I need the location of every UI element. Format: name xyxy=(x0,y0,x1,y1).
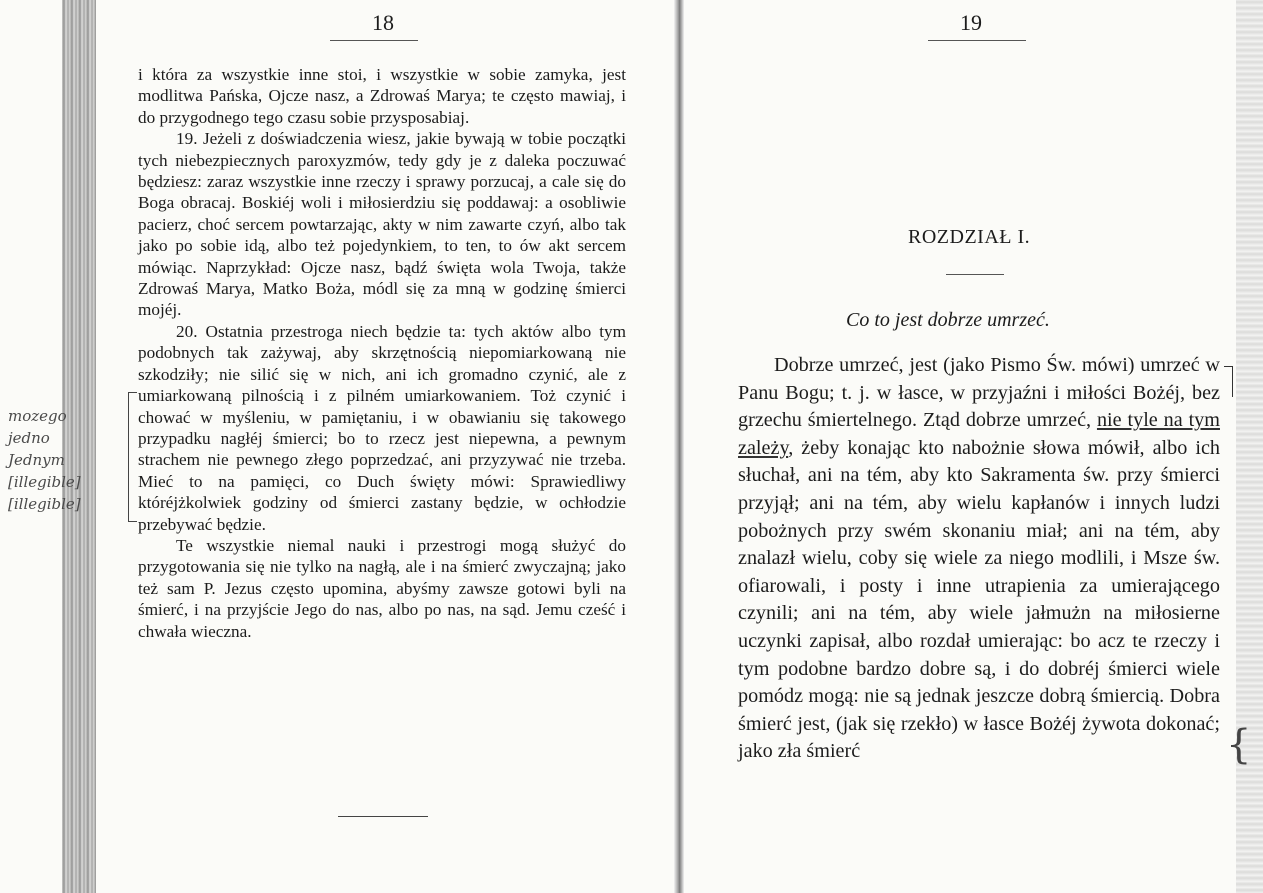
handwritten-margin-note xyxy=(8,405,126,515)
left-page-body xyxy=(138,64,626,642)
handwritten-line: mozego xyxy=(8,407,67,425)
chapter-title: ROZDZIAŁ I. xyxy=(908,226,1031,248)
center-fold xyxy=(674,0,684,893)
chapter-subtitle: Co to jest dobrze umrzeć. xyxy=(846,309,1050,331)
underlined-phrase: nie tyle na tym zależy xyxy=(738,409,1220,459)
right-paragraph xyxy=(738,352,1220,766)
chapter-divider-rule xyxy=(946,274,1004,275)
handwritten-line: Jednym xyxy=(8,451,65,469)
right-header-rule xyxy=(928,40,1026,41)
left-footer-rule xyxy=(338,816,428,817)
left-paragraph: Te wszystkie niemal nauki i przestrogi mogą służyć do przygotowania się nie tylko na nagłą, ale i na śmierć zwyczajną; jako też sam P. Jezus często upomina, abyśmy zawsze gotowi byli na śmierć, i na przyjście Jego do nas, albo po nas, na sąd. Jemu cześć i chwała wieczna. xyxy=(138,535,626,641)
left-header-rule xyxy=(330,40,418,41)
right-page-number: 19 xyxy=(960,10,982,35)
right-margin-bracket xyxy=(1224,366,1233,397)
body-text-before: Dobrze umrzeć, jest (jako Pismo Św. mówi) umrzeć w Panu Bogu; t. j. w łasce, w przyjaźni i miłości Bożéj, bez grzechu śmiertelnego. Ztąd dobrze umrzeć, xyxy=(738,354,1220,432)
handwritten-line: [illegible] xyxy=(8,495,81,513)
right-margin-curly-brace: { xyxy=(1226,722,1252,768)
right-page-body xyxy=(738,352,1220,766)
left-paragraph: 20. Ostatnia przestroga niech będzie ta: tych aktów albo tym podobnych tak zażywaj, aby skrzętnością niepomiarkowaną nie szkodziły; nie silić się w nich, ani ich gromadno czynić, ale z umiarkowaną pilnością i z pilném umiarkowaniem. Toż czynić i chować w myśleniu, w pamiętaniu, i w obawianiu się takowego przypadku nagłéj śmierci; bo to rzecz jest niepewna, a pewnym strachem nie pewnego złego poprzedzać, ani przyzywać nie trzeba. Mieć to na pamięci, co Duch święty mówi: Sprawiedliwy któréjżkolwiek godziny od śmierci zastany będzie, w ochłodzie przebywać będzie. xyxy=(138,321,626,534)
left-margin-bracket xyxy=(128,392,137,522)
handwritten-line: jedno xyxy=(8,429,50,447)
left-page-number: 18 xyxy=(372,10,394,35)
left-paragraph: 19. Jeżeli z doświadczenia wiesz, jakie bywają w tobie początki tych niebezpiecznych paroxyzmów, tedy gdy je z daleka poczuwać będziesz: zaraz wszystkie inne rzeczy i sprawy porzucaj, a cale się do Boga obracaj. Boskiéj woli i miłosierdziu się poddawaj: a osobliwie pacierz, choć sercem powtarzając, akty w nim zawarte czyń, albo tak jako po sobie idą, albo też pojedynkiem, to ten, to ów akt sercem mówiąc. Naprzykład: Ojcze nasz, bądź święta wola Twoja, także Zdrowaś Marya, Matko Boża, módl się za mną w godzinę śmierci mojéj. xyxy=(138,129,626,320)
handwritten-line: [illegible] xyxy=(8,473,81,491)
left-paragraph: i która za wszystkie inne stoi, i wszystkie w sobie zamyka, jest modlitwa Pańska, Ojcze nasz, a Zdrowaś Marya; te często mawiaj, i do przygodnego tego czasu sobie przysposabiaj. xyxy=(138,65,626,127)
body-text-after: , żeby konając kto nabożnie słowa mówił, albo ich słuchał, ani na tém, aby kto Sakramenta św. przy śmierci przyjął; ani na tém, aby wielu kapłanów i innych ludzi pobożnych przy swém skonaniu miał; ani na tém, aby znalazł wielu, coby się wiele za niego modlili, i Msze św. ofiarowali, i posty i inne utrapienia za umierającego czynili; ani na tém, aby wiele jałmużn na miłosierne uczynki zapisał, albo rozdał umierając: bo acz te rzeczy i tym podobne bardzo dobre są, i do dobréj śmierci wiele pomódz mogą: nie są jednak jeszcze dobrą śmiercią. Dobra śmierć jest, (jak się rzekło) w łasce Bożéj żywota dokonać; jako zła śmierć xyxy=(738,436,1220,763)
